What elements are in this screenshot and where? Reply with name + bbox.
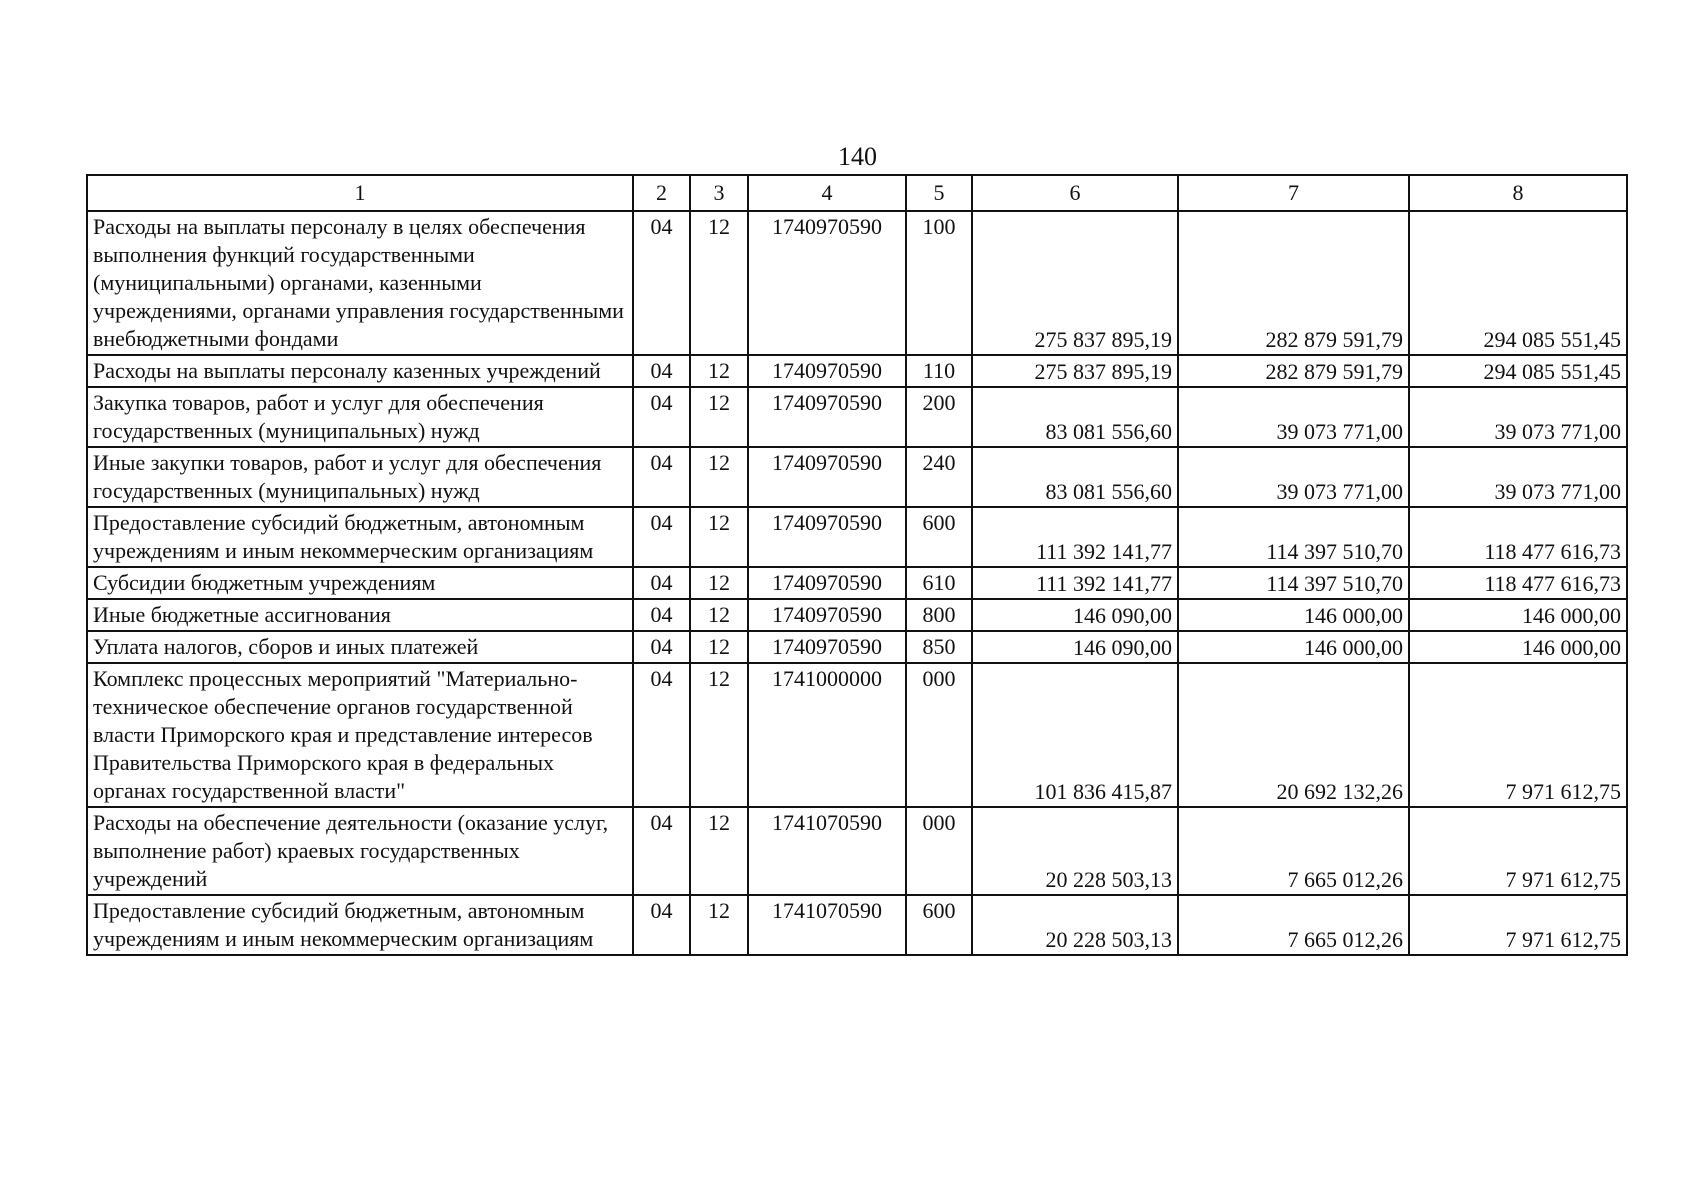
- table-row: [87, 631, 1627, 663]
- expense-type-code: 000: [906, 807, 972, 895]
- target-article-code: 1740970590: [748, 355, 906, 387]
- amount-col-6: 111 392 141,77: [972, 507, 1178, 567]
- section-code: 04: [633, 387, 690, 447]
- target-article-code: 1741000000: [748, 663, 906, 807]
- table-row: [87, 663, 1627, 807]
- column-header: 3: [690, 175, 748, 211]
- page-number: 140: [838, 142, 877, 171]
- amount-col-6: 20 228 503,13: [972, 807, 1178, 895]
- section-code: 04: [633, 807, 690, 895]
- target-article-code: 1740970590: [748, 211, 906, 355]
- expense-type-code: 850: [906, 631, 972, 663]
- subsection-code: 12: [690, 447, 748, 507]
- table-row: [87, 567, 1627, 599]
- amount-col-7: 114 397 510,70: [1178, 567, 1409, 599]
- amount-col-7: 282 879 591,79: [1178, 355, 1409, 387]
- amount-col-6: 111 392 141,77: [972, 567, 1178, 599]
- subsection-code: 12: [690, 355, 748, 387]
- expense-type-code: 000: [906, 663, 972, 807]
- section-code: 04: [633, 355, 690, 387]
- column-header: 6: [972, 175, 1178, 211]
- amount-col-7: 146 000,00: [1178, 631, 1409, 663]
- amount-col-8: 294 085 551,45: [1409, 211, 1627, 355]
- row-description: Уплата налогов, сборов и иных платежей: [87, 631, 633, 663]
- amount-col-6: 83 081 556,60: [972, 447, 1178, 507]
- amount-col-6: 275 837 895,19: [972, 355, 1178, 387]
- target-article-code: 1740970590: [748, 447, 906, 507]
- row-description: Иные закупки товаров, работ и услуг для обеспечения государственных (муниципальных) нужд: [87, 447, 633, 507]
- section-code: 04: [633, 567, 690, 599]
- section-code: 04: [633, 599, 690, 631]
- amount-col-8: 39 073 771,00: [1409, 447, 1627, 507]
- amount-col-6: 83 081 556,60: [972, 387, 1178, 447]
- row-description: Закупка товаров, работ и услуг для обеспечения государственных (муниципальных) нужд: [87, 387, 633, 447]
- row-description: Расходы на выплаты персоналу в целях обеспечения выполнения функций государственными (муниципальными) органами, казенными учреждениями, органами управления государственными внебюджетными фондами: [87, 211, 633, 355]
- table-row: [87, 507, 1627, 567]
- table-row: [87, 387, 1627, 447]
- row-description: Расходы на обеспечение деятельности (оказание услуг, выполнение работ) краевых государственных учреждений: [87, 807, 633, 895]
- subsection-code: 12: [690, 211, 748, 355]
- expense-type-code: 600: [906, 895, 972, 955]
- amount-col-6: 101 836 415,87: [972, 663, 1178, 807]
- expense-type-code: 610: [906, 567, 972, 599]
- subsection-code: 12: [690, 631, 748, 663]
- amount-col-6: 20 228 503,13: [972, 895, 1178, 955]
- amount-col-7: 282 879 591,79: [1178, 211, 1409, 355]
- section-code: 04: [633, 895, 690, 955]
- amount-col-8: 7 971 612,75: [1409, 895, 1627, 955]
- row-description: Предоставление субсидий бюджетным, автономным учреждениям и иным некоммерческим организациям: [87, 895, 633, 955]
- subsection-code: 12: [690, 663, 748, 807]
- subsection-code: 12: [690, 599, 748, 631]
- target-article-code: 1741070590: [748, 895, 906, 955]
- table-row: [87, 447, 1627, 507]
- row-description: Комплекс процессных мероприятий "Материально-техническое обеспечение органов государственной власти Приморского края и представление интересов Правительства Приморского края в федеральных органах государственной власти": [87, 663, 633, 807]
- column-header: 8: [1409, 175, 1627, 211]
- subsection-code: 12: [690, 567, 748, 599]
- column-header: 5: [906, 175, 972, 211]
- amount-col-7: 114 397 510,70: [1178, 507, 1409, 567]
- expense-type-code: 110: [906, 355, 972, 387]
- expense-type-code: 800: [906, 599, 972, 631]
- amount-col-7: 7 665 012,26: [1178, 807, 1409, 895]
- subsection-code: 12: [690, 807, 748, 895]
- expense-type-code: 100: [906, 211, 972, 355]
- amount-col-7: 7 665 012,26: [1178, 895, 1409, 955]
- section-code: 04: [633, 663, 690, 807]
- section-code: 04: [633, 631, 690, 663]
- target-article-code: 1741070590: [748, 807, 906, 895]
- amount-col-8: 146 000,00: [1409, 599, 1627, 631]
- row-description: Предоставление субсидий бюджетным, автономным учреждениям и иным некоммерческим организациям: [87, 507, 633, 567]
- subsection-code: 12: [690, 507, 748, 567]
- subsection-code: 12: [690, 895, 748, 955]
- table-row: [87, 599, 1627, 631]
- amount-col-6: 146 090,00: [972, 599, 1178, 631]
- amount-col-8: 39 073 771,00: [1409, 387, 1627, 447]
- table-row: [87, 211, 1627, 355]
- subsection-code: 12: [690, 387, 748, 447]
- amount-col-7: 39 073 771,00: [1178, 447, 1409, 507]
- section-code: 04: [633, 507, 690, 567]
- column-header: 7: [1178, 175, 1409, 211]
- budget-table: [86, 174, 1628, 956]
- amount-col-8: 118 477 616,73: [1409, 567, 1627, 599]
- row-description: Субсидии бюджетным учреждениям: [87, 567, 633, 599]
- target-article-code: 1740970590: [748, 507, 906, 567]
- amount-col-6: 275 837 895,19: [972, 211, 1178, 355]
- amount-col-8: 7 971 612,75: [1409, 663, 1627, 807]
- section-code: 04: [633, 211, 690, 355]
- table-row: [87, 807, 1627, 895]
- table-row: [87, 355, 1627, 387]
- target-article-code: 1740970590: [748, 387, 906, 447]
- amount-col-6: 146 090,00: [972, 631, 1178, 663]
- target-article-code: 1740970590: [748, 599, 906, 631]
- amount-col-8: 118 477 616,73: [1409, 507, 1627, 567]
- column-header: 2: [633, 175, 690, 211]
- target-article-code: 1740970590: [748, 567, 906, 599]
- expense-type-code: 200: [906, 387, 972, 447]
- expense-type-code: 240: [906, 447, 972, 507]
- amount-col-7: 20 692 132,26: [1178, 663, 1409, 807]
- amount-col-8: 294 085 551,45: [1409, 355, 1627, 387]
- amount-col-8: 146 000,00: [1409, 631, 1627, 663]
- expense-type-code: 600: [906, 507, 972, 567]
- amount-col-8: 7 971 612,75: [1409, 807, 1627, 895]
- table-row: [87, 895, 1627, 955]
- amount-col-7: 146 000,00: [1178, 599, 1409, 631]
- table-header-row: [87, 175, 1627, 211]
- target-article-code: 1740970590: [748, 631, 906, 663]
- row-description: Расходы на выплаты персоналу казенных учреждений: [87, 355, 633, 387]
- row-description: Иные бюджетные ассигнования: [87, 599, 633, 631]
- section-code: 04: [633, 447, 690, 507]
- column-header: 1: [87, 175, 633, 211]
- amount-col-7: 39 073 771,00: [1178, 387, 1409, 447]
- column-header: 4: [748, 175, 906, 211]
